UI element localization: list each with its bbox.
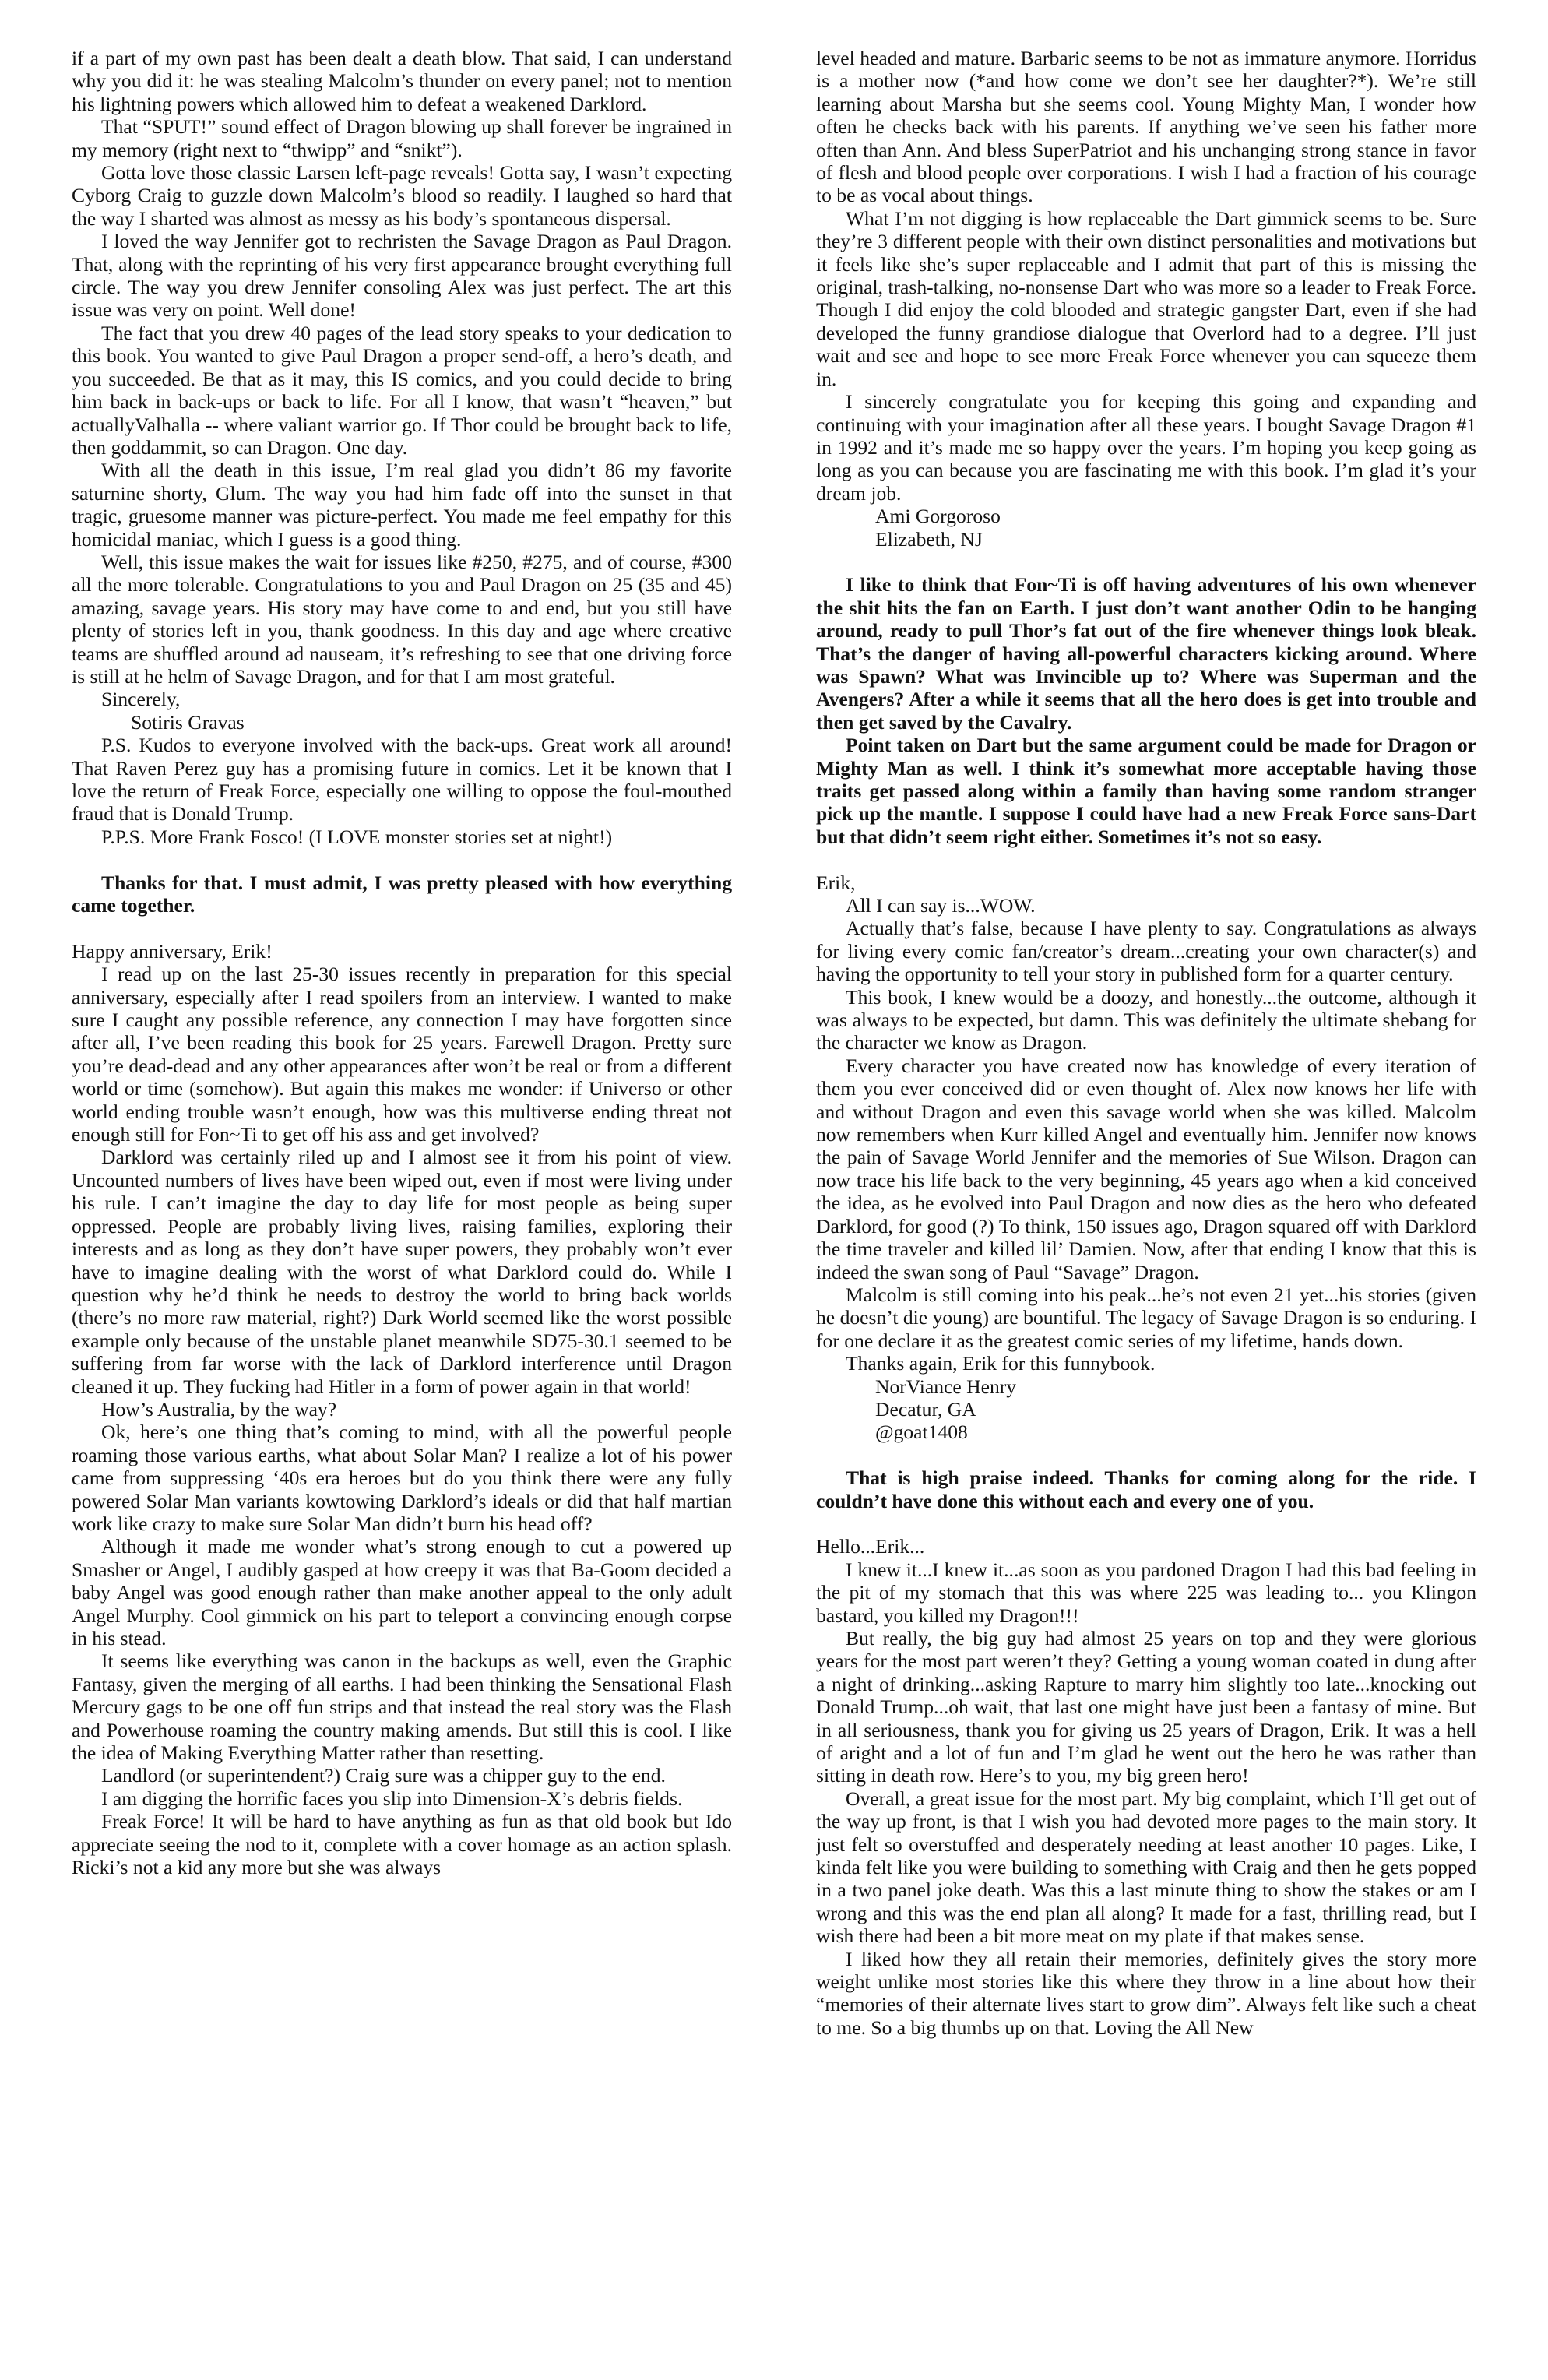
letter-paragraph: Landlord (or superintendent?) Craig sure was a chipper guy to the end. xyxy=(101,1764,666,1787)
paragraph-spacer xyxy=(72,848,732,871)
letter-paragraph: I knew it...I knew it...as soon as you pardoned Dragon I had this bad feeling in the pit of my stomach that this was where 225 was leading to... you Klingon bastard, you killed my Dragon!!! xyxy=(816,1558,1476,1627)
editor-reply: I like to think that Fon~Ti is off having adventures of his own whenever the shit hits the fan on Earth. I just don’t want another Odin to be hanging around, ready to pull Thor’s fat out of the fire whenever things look bleak. That’s the danger of having all-powerful characters kicking around. Where was Spawn? What was Invincible up to? Where was Superman and the Avengers? After a while it seems that all the hero does is get into trouble and then get saved by the Cavalry. xyxy=(816,573,1476,734)
letter-paragraph: That “SPUT!” sound effect of Dragon blowing up shall forever be ingrained in my memory (right next to “thwipp” and “snikt”). xyxy=(72,115,732,161)
letter-paragraph: I read up on the last 25-30 issues recently in preparation for this special anniversary, especially after I read spoilers from an interview. I wanted to make sure I caught any possible reference, any connection I may have forgotten since after all, I’ve been reading this book for 25 years. Farewell Dragon. Pretty sure you’re dead-dead and any other appearances after won’t be real or from a different world or time (somehow). But again this makes me wonder: if Universo or other world ending trouble wasn’t enough, how was this multiverse ending threat not enough still for Fon~Ti to get off his ass and get involved? xyxy=(72,963,732,1146)
letter-paragraph: Darklord was certainly riled up and I almost see it from his point of view. Uncounted numbers of lives have been wiped out, even if most were living under his rule. I can’t imagine the day to day life for most people as being super oppressed. People are probably living lives, raising families, exploring their interests and as long as they don’t have super powers, they probably won’t ever have to imagine dealing with the worst of what Darklord could do. While I question why he’d think he needs to destroy the world to bring back worlds (there’s no more raw material, right?) Dark World seemed like the worst possible example only because of the unstable planet meanwhile SD75-30.1 seemed to be suffering from far worse with the lack of Darklord interference until Dragon cleaned it up. They fucking had Hitler in a form of power again in that world! xyxy=(72,1146,732,1398)
letter-paragraph: level headed and mature. Barbaric seems to be not as immature anymore. Horridus is a mother now (*and how come we don’t see her daughter?*). We’re still learning about Marsha but she seems cool. Young Mighty Man, I wonder how often he checks back with his parents. If anything we’ve seen his father more often than Ann. And bless SuperPatriot and his unchanging strong stance in favor of flesh and blood people over corporations. I wish I had a fraction of his courage to be as vocal about things. xyxy=(816,47,1476,207)
letter-signature: Decatur, GA xyxy=(875,1397,976,1421)
letter-signature: Sotiris Gravas xyxy=(131,710,245,734)
paragraph-spacer xyxy=(816,551,1476,573)
paragraph-spacer xyxy=(816,848,1476,871)
letter-paragraph: I liked how they all retain their memories, definitely gives the story more weight unlike most stories like this where they throw in a line about how their “memories of their alternate lives start to grow dim”. Always felt like such a cheat to me. So a big thumbs up on that. Loving the All New xyxy=(816,1947,1476,2039)
letter-paragraph: Happy anniversary, Erik! xyxy=(72,939,273,963)
letter-paragraph: Gotta love those classic Larsen left-page reveals! Gotta say, I wasn’t expecting Cyborg Craig to guzzle down Malcolm’s blood so readily. I laughed so hard that the way I sharted was almost as messy as his body’s spontaneous dispersal. xyxy=(72,161,732,230)
letter-paragraph: With all the death in this issue, I’m real glad you didn’t 86 my favorite saturnine shorty, Glum. The way you had him fade off into the sunset in that tragic, gruesome manner was picture-perfect. You made me feel empathy for this homicidal maniac, which I guess is a good thing. xyxy=(72,459,732,551)
editor-reply: Point taken on Dart but the same argument could be made for Dragon or Mighty Man as well. I think it’s somewhat more acceptable having those traits get passed along within a family than having some random stranger pick up the mantle. I suppose I could have had a new Freak Force sans-Dart but that didn’t seem right either. Sometimes it’s not so easy. xyxy=(816,734,1476,848)
editor-reply: That is high praise indeed. Thanks for coming along for the ride. I couldn’t have done this without each and every one of you. xyxy=(816,1466,1476,1512)
editor-reply: Thanks for that. I must admit, I was pretty pleased with how everything came together. xyxy=(72,871,732,917)
letter-signature: Ami Gorgoroso xyxy=(875,505,1001,528)
letter-paragraph: Thanks again, Erik for this funnybook. xyxy=(846,1352,1156,1375)
paragraph-spacer xyxy=(72,917,732,939)
right-text-column xyxy=(816,47,1476,2368)
letter-paragraph: But really, the big guy had almost 25 years on top and they were glorious years for the most part weren’t they? Getting a young woman coated in dung after a night of drinking...asking Rapture to marry him slightly too late...knocking out Donald Trump...oh wait, that last one might have just been a fantasy of mine. But in all seriousness, thank you for giving us 25 years of Dragon, Erik. It was a hell of aright and a lot of fun and I’m glad he went out the hero he was rather than sitting in death row. Here’s to you, my big green hero! xyxy=(816,1626,1476,1787)
letter-paragraph: Malcolm is still coming into his peak...he’s not even 21 yet...his stories (given he doesn’t die young) are bountiful. The legacy of Savage Dragon is so enduring. I for one declare it as the greatest comic series of my lifetime, hands down. xyxy=(816,1283,1476,1352)
letter-signature: Elizabeth, NJ xyxy=(875,527,983,551)
letter-paragraph: Sincerely, xyxy=(101,688,181,711)
letter-paragraph: Overall, a great issue for the most part. My big complaint, which I’ll get out of the way up front, is that I wish you had devoted more pages to the main story. It just felt so overstuffed and desperately needing at least another 10 pages. Like, I kinda felt like you were building to something with Craig and then he gets popped in a two panel joke death. Was this a last minute thing to show the stakes or am I wrong and this was the end plan all along? It made for a fast, thrilling read, but I wish there had been a bit more meat on my plate if that makes sense. xyxy=(816,1787,1476,1948)
letter-paragraph: if a part of my own past has been dealt a death blow. That said, I can understand why you did it: he was stealing Malcolm’s thunder on every panel; not to mention his lightning powers which allowed him to defeat a weakened Darklord. xyxy=(72,47,732,115)
letter-paragraph: I loved the way Jennifer got to rechristen the Savage Dragon as Paul Dragon. That, along with the reprinting of his very first appearance brought everything full circle. The way you drew Jennifer consoling Alex was just perfect. The art this issue was very on point. Well done! xyxy=(72,230,732,322)
letter-paragraph: I sincerely congratulate you for keeping this going and expanding and continuing with your imagination after all these years. I bought Savage Dragon #1 in 1992 and it’s made me so happy over the years. I’m hoping you keep going as long as you can because you are fascinating me with this book. I’m glad it’s your dream job. xyxy=(816,390,1476,505)
letter-paragraph: Although it made me wonder what’s strong enough to cut a powered up Smasher or Angel, I audibly gasped at how creepy it was that Ba-Goom decided a baby Angel was good enough rather than make another appeal to the only adult Angel Murphy. Cool gimmick on his part to teleport a convincing enough corpse in his stead. xyxy=(72,1535,732,1649)
letter-paragraph: Every character you have created now has knowledge of every iteration of them you ever conceived did or even thought of. Alex now knows her life with and without Dragon and even this savage world when she was killed. Malcolm now remembers when Kurr killed Angel and eventually him. Jennifer now knows the pain of Savage World Jennifer and the memories of Sue Wilson. Dragon can now trace his life back to the very beginning, 45 years ago when a kid conceived the idea, as he evolved into Paul Dragon and now dies as the hero who defeated Darklord, for good (?) To think, 150 issues ago, Dragon squared off with Darklord the time traveler and killed lil’ Damien. Now, after that ending I know that this is indeed the swan song of Paul “Savage” Dragon. xyxy=(816,1054,1476,1283)
letter-paragraph: P.P.S. More Frank Fosco! (I LOVE monster stories set at night!) xyxy=(101,825,613,848)
letter-paragraph: It seems like everything was canon in the backups as well, even the Graphic Fantasy, given the merging of all earths. I had been thinking the Sensational Flash Mercury gags to be one off fun strips and that instead the real story was the Flash and Powerhouse roaming the country making amends. But still this is cool. I like the idea of Making Everything Matter rather than resetting. xyxy=(72,1649,732,1765)
letter-signature: @goat1408 xyxy=(875,1421,968,1444)
letter-paragraph: Actually that’s false, because I have plenty to say. Congratulations as always for living every comic fan/creator’s dream...creating your own character(s) and having the opportunity to tell your story in published form for a quarter century. xyxy=(816,917,1476,986)
letter-paragraph: Erik, xyxy=(816,871,856,894)
letter-paragraph: I am digging the horrific faces you slip into Dimension-X’s debris fields. xyxy=(101,1787,683,1810)
letter-paragraph: What I’m not digging is how replaceable the Dart gimmick seems to be. Sure they’re 3 different people with their own distinct personalities and motivations but it feels like she’s super replaceable and I admit that part of this is missing the original, trash-talking, no-nonsense Dart who was more so a leader to Freak Force. Though I did enjoy the cold blooded and strategic gangster Dart, even if she had developed the funny grandiose dialogue that Overlord had to a degree. I’ll just wait and see and hope to see more Freak Force whenever you can squeeze them in. xyxy=(816,206,1476,390)
letter-paragraph: Freak Force! It will be hard to have anything as fun as that old book but Ido appreciate seeing the nod to it, complete with a cover homage as an action splash. Ricki’s not a kid any more but she was always xyxy=(72,1810,732,1879)
letter-paragraph: Ok, here’s one thing that’s coming to mind, with all the powerful people roaming those various earths, what about Solar Man? I realize a lot of his power came from suppressing ‘40s era heroes but do you think there were any fully powered Solar Man variants kowtowing Darklord’s ideals or did that half martian work like crazy to make sure Solar Man didn’t burn his head off? xyxy=(72,1421,732,1535)
letter-paragraph: Well, this issue makes the wait for issues like #250, #275, and of course, #300 all the more tolerable. Congratulations to you and Paul Dragon on 25 (35 and 45) amazing, savage years. His story may have come to and end, but you still have plenty of stories left in you, thank goodness. In this day and age where creative teams are shuffled around ad nauseam, it’s refreshing to see that one driving force is still at he helm of Savage Dragon, and for that I am most grateful. xyxy=(72,550,732,688)
paragraph-spacer xyxy=(816,1512,1476,1535)
letter-paragraph: Hello...Erik... xyxy=(816,1535,925,1558)
letter-paragraph: All I can say is...WOW. xyxy=(846,894,1036,917)
letter-paragraph: P.S. Kudos to everyone involved with the back-ups. Great work all around! That Raven Perez guy has a promising future in comics. Let it be known that I love the return of Freak Force, especially one willing to oppose the foul-mouthed fraud that is Donald Trump. xyxy=(72,734,732,826)
left-text-column xyxy=(72,47,732,2368)
letter-paragraph: How’s Australia, by the way? xyxy=(101,1397,337,1421)
letter-signature: NorViance Henry xyxy=(875,1375,1017,1398)
paragraph-spacer xyxy=(816,1444,1476,1466)
letter-paragraph: This book, I knew would be a doozy, and honestly...the outcome, although it was always to be expected, but damn. This was definitely the ultimate shebang for the character we know as Dragon. xyxy=(816,985,1476,1054)
letter-paragraph: The fact that you drew 40 pages of the lead story speaks to your dedication to this book. You wanted to give Paul Dragon a proper send-off, a hero’s death, and you succeeded. Be that as it may, this IS comics, and you could decide to bring him back in back-ups or back to life. For all I know, that wasn’t “heaven,” but actuallyValhalla -- where valiant warrior go. If Thor could be brought back to life, then goddammit, so can Dragon. One day. xyxy=(72,321,732,459)
